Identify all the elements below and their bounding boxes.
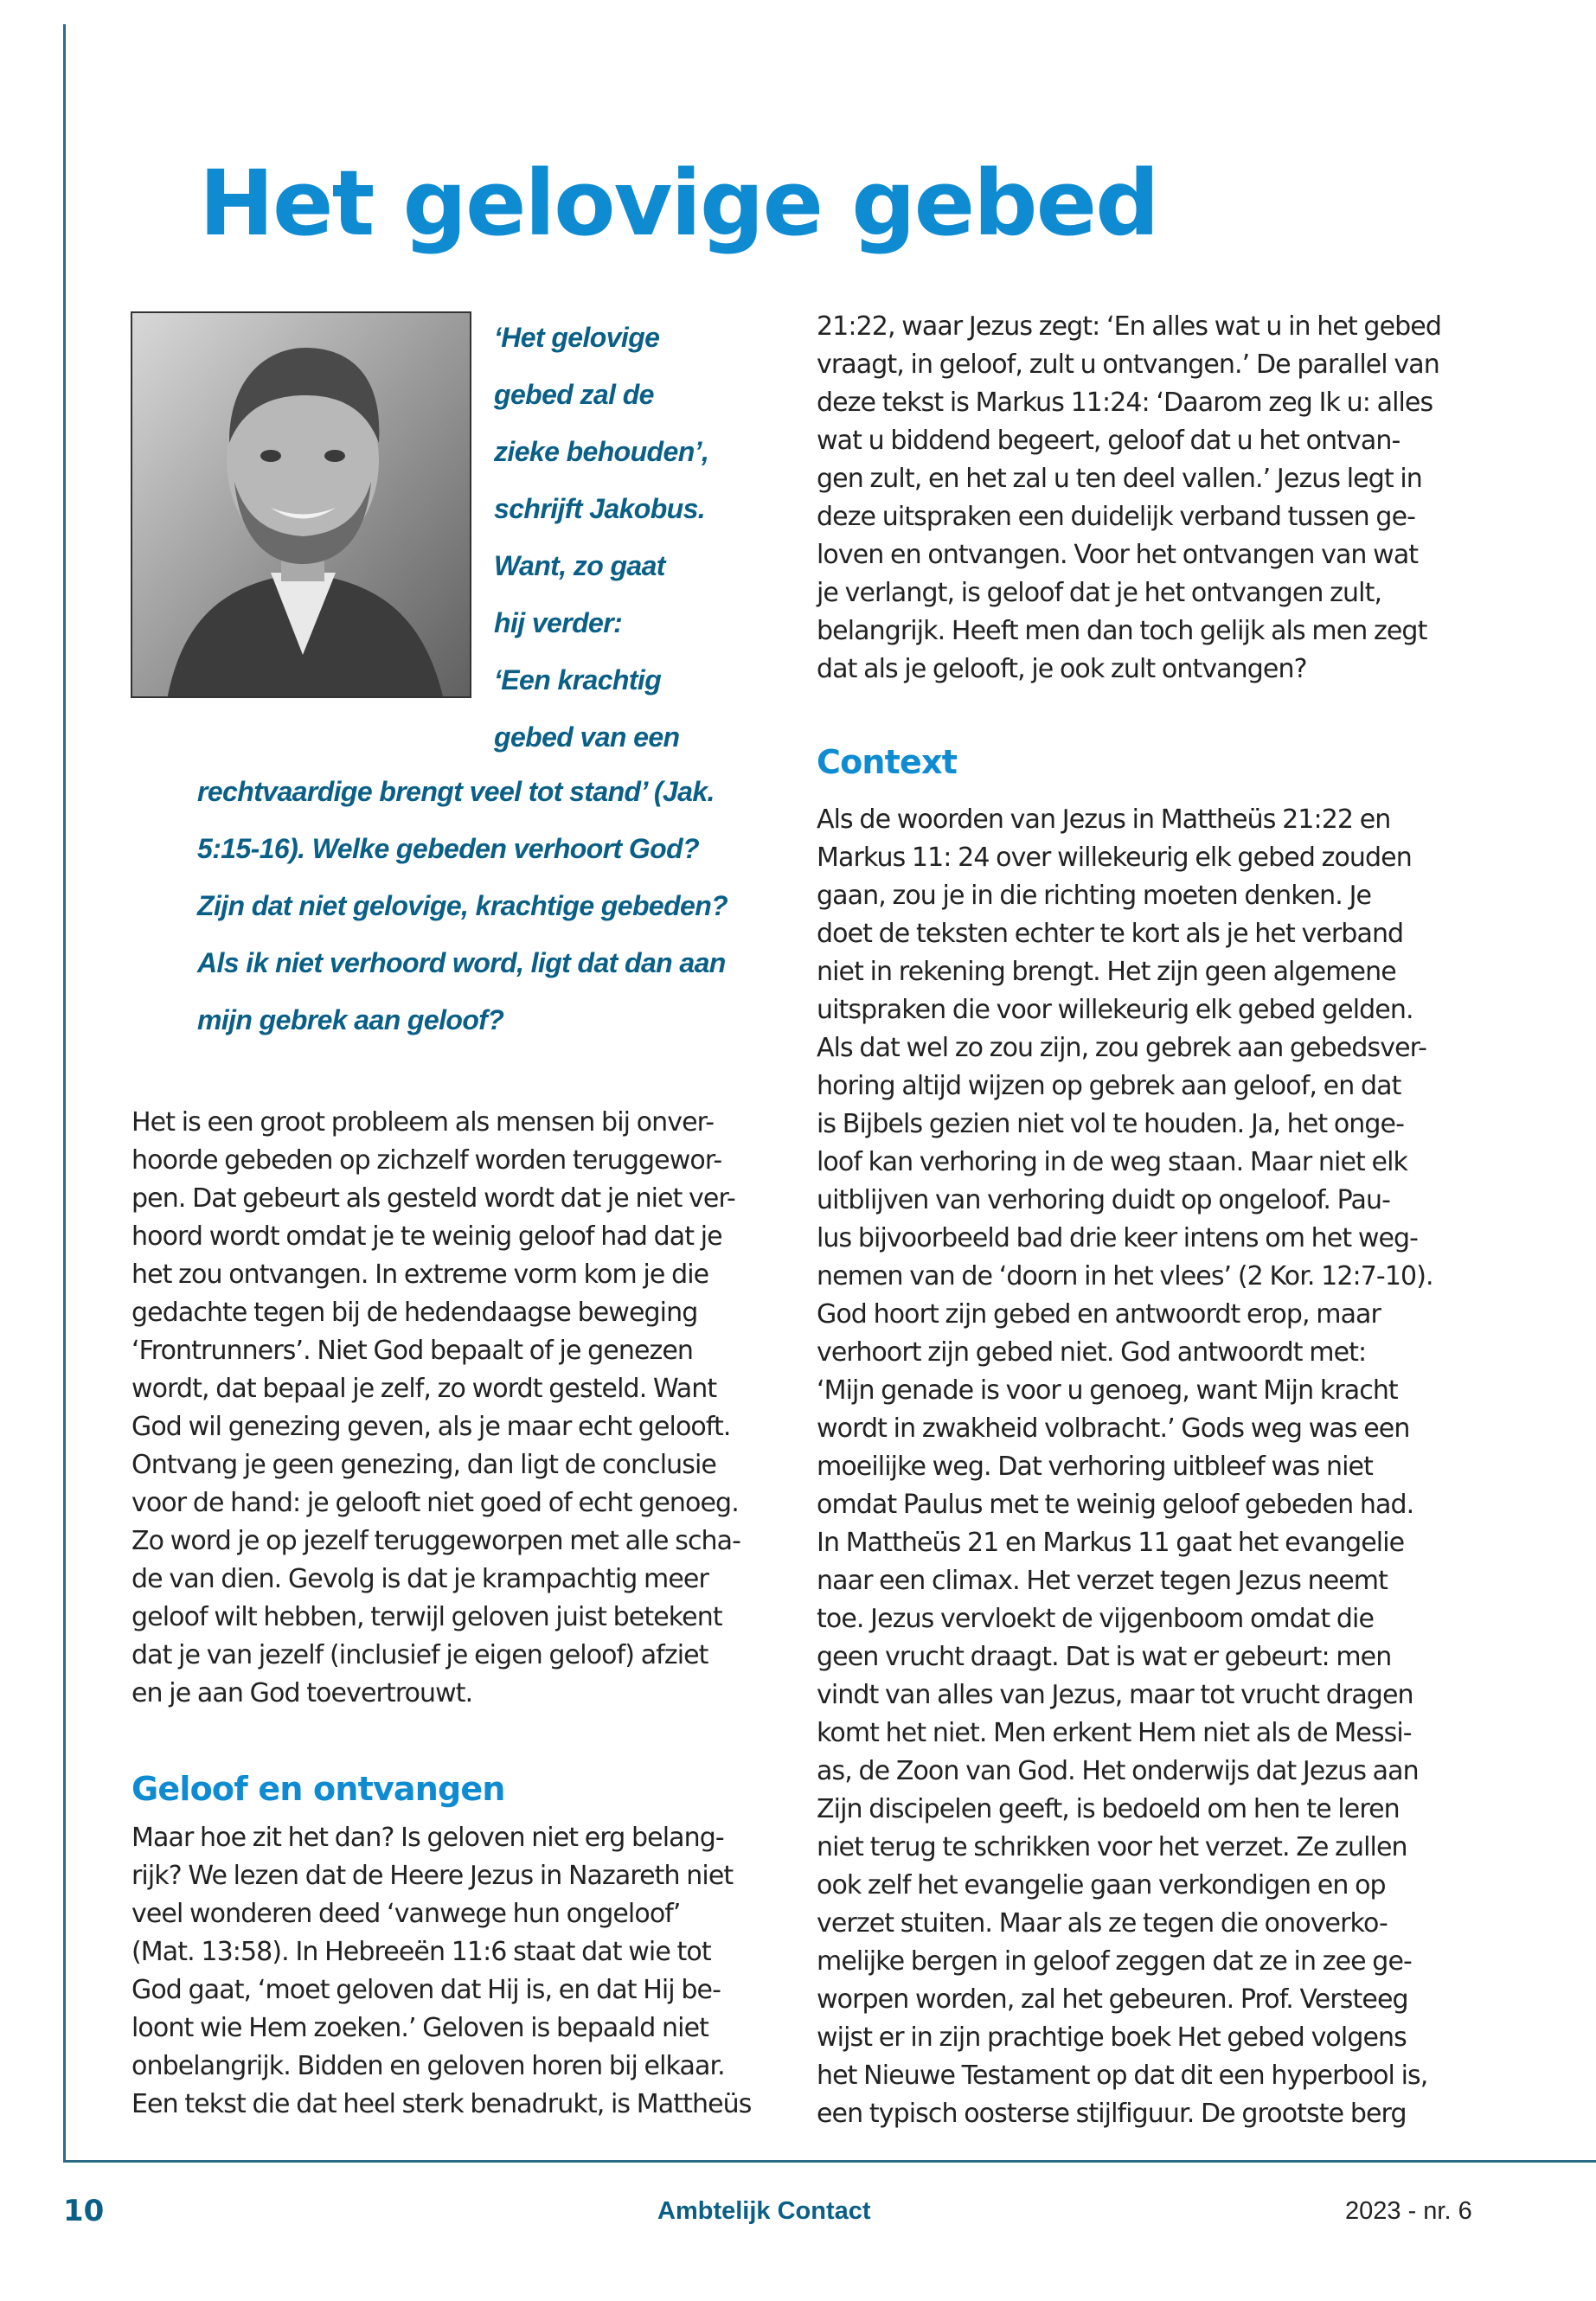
lead-line: mijn gebrek aan geloof?	[197, 1004, 504, 1035]
text-line: ‘Frontrunners’. Niet God bepaalt of je genezen	[131, 1336, 694, 1366]
text-line: Markus 11: 24 over willekeurig elk gebed zouden	[817, 843, 1412, 873]
text-line: loven en ontvangen. Voor het ontvangen van wat	[817, 540, 1419, 570]
text-line: God hoort zijn gebed en antwoordt erop, maar	[817, 1299, 1381, 1330]
text-line: niet terug te schrikken voor het verzet. Ze zullen	[817, 1832, 1407, 1862]
text-line: veel wonderen deed ‘vanwege hun ongeloof’	[131, 1899, 681, 1929]
text-line: belangrijk. Heeft men dan toch gelijk als men zegt	[817, 616, 1427, 646]
lead-line: zieke behouden’,	[494, 436, 709, 467]
text-line: ook zelf het evangelie gaan verkondigen en op	[817, 1870, 1386, 1900]
lead-line: Want, zo gaat	[494, 550, 665, 581]
intro-paragraph	[131, 1104, 782, 1713]
text-line: komt het niet. Men erkent Hem niet als de Messi-	[817, 1718, 1412, 1748]
text-line: gedachte tegen bij de hedendaagse beweging	[131, 1298, 698, 1328]
lead-line: ‘Het gelovige	[494, 322, 660, 353]
issue-label: 2023 - nr. 6	[1345, 2197, 1472, 2225]
text-line: toe. Jezus vervloekt de vijgenboom omdat die	[817, 1604, 1375, 1634]
text-line: uitblijven van verhoring duidt op ongeloof. Pau-	[817, 1185, 1391, 1215]
text-line: loont wie Hem zoeken.’ Geloven is bepaald niet	[131, 2013, 708, 2043]
text-line: geloof wilt hebben, terwijl geloven juist betekent	[131, 1602, 722, 1632]
text-line: Ontvang je geen genezing, dan ligt de conclusie	[131, 1450, 716, 1480]
lead-paragraph-top	[494, 309, 840, 766]
margin-rule-vertical	[63, 24, 66, 2163]
text-line: naar een climax. Het verzet tegen Jezus neemt	[817, 1566, 1388, 1596]
lead-line: hij verder:	[494, 607, 623, 638]
text-line: Het is een groot probleem als mensen bij onver-	[131, 1107, 715, 1138]
lead-line: Als ik niet verhoord word, ligt dat dan aan	[197, 947, 726, 978]
text-line: God wil genezing geven, als je maar echt gelooft.	[131, 1412, 731, 1442]
text-line: (Mat. 13:58). In Hebreeën 11:6 staat dat wie tot	[131, 1937, 711, 1967]
text-line: vraagt, in geloof, zult u ontvangen.’ De parallel van	[817, 349, 1439, 380]
lead-line: Zijn dat niet gelovige, krachtige gebeden?	[197, 890, 728, 921]
article-title: Het gelovige gebed	[199, 151, 1158, 256]
text-line: voor de hand: je gelooft niet goed of echt genoeg.	[131, 1488, 739, 1518]
text-line: melijke bergen in geloof zeggen dat ze in zee ge-	[817, 1946, 1412, 1977]
text-line: Zijn discipelen geeft, is bedoeld om hen te leren	[817, 1794, 1400, 1824]
page-number: 10	[63, 2194, 105, 2228]
section-heading-context: Context	[817, 743, 958, 781]
lead-paragraph-bottom	[197, 763, 751, 1048]
text-line: loof kan verhoring in de weg staan. Maar niet elk	[817, 1147, 1407, 1177]
text-line: wordt in zwakheid volbracht.’ Gods weg was een	[817, 1413, 1410, 1444]
text-line: geen vrucht draagt. Dat is wat er gebeurt: men	[817, 1642, 1392, 1672]
text-line: je verlangt, is geloof dat je het ontvangen zult,	[817, 578, 1382, 608]
portrait-illustration	[132, 313, 471, 698]
text-line: omdat Paulus met te weinig geloof gebeden had.	[817, 1490, 1414, 1520]
text-line: God gaat, ‘moet geloven dat Hij is, en dat Hij be-	[131, 1975, 721, 2005]
section-heading-geloof: Geloof en ontvangen	[131, 1770, 505, 1808]
text-line: 21:22, waar Jezus zegt: ‘En alles wat u in het gebed	[817, 311, 1441, 342]
text-line: Zo word je op jezelf teruggeworpen met alle scha-	[131, 1526, 741, 1556]
text-line: lus bijvoorbeeld bad drie keer intens om het weg-	[817, 1223, 1419, 1253]
geloof-paragraph	[131, 1819, 782, 2124]
text-line: dat je van jezelf (inclusief je eigen geloof) afziet	[131, 1640, 708, 1670]
text-line: deze tekst is Markus 11:24: ‘Daarom zeg Ik u: alles	[817, 388, 1433, 418]
text-line: rijk? We lezen dat de Heere Jezus in Nazareth niet	[131, 1861, 734, 1891]
lead-line: 5:15-16). Welke gebeden verhoort God?	[197, 833, 700, 864]
lead-line: gebed zal de	[494, 379, 654, 410]
text-line: wordt, dat bepaal je zelf, zo wordt gesteld. Want	[131, 1374, 717, 1404]
text-line: pen. Dat gebeurt als gesteld wordt dat je niet ver-	[131, 1183, 735, 1214]
text-line: Een tekst die dat heel sterk benadrukt, is Mattheüs	[131, 2089, 752, 2119]
text-line: verzet stuiten. Maar als ze tegen die onoverko-	[817, 1908, 1388, 1939]
text-line: nemen van de ‘doorn in het vlees’ (2 Kor. 12:7-10).	[817, 1261, 1433, 1292]
author-photo	[131, 311, 471, 698]
text-line: verhoort zijn gebed niet. God antwoordt met:	[817, 1337, 1367, 1368]
footer-rule	[63, 2160, 1596, 2163]
text-line: deze uitspraken een duidelijk verband tussen ge-	[817, 502, 1416, 532]
text-line: gen zult, en het zal u ten deel vallen.’ Jezus legt in	[817, 464, 1422, 494]
text-line: In Mattheüs 21 en Markus 11 gaat het evangelie	[817, 1528, 1405, 1558]
text-line: het zou ontvangen. In extreme vorm kom je die	[131, 1259, 709, 1290]
text-line: as, de Zoon van God. Het onderwijs dat Jezus aan	[817, 1756, 1419, 1786]
text-line: Als de woorden van Jezus in Mattheüs 21:22 en	[817, 804, 1391, 835]
text-line: niet in rekening brengt. Het zijn geen algemene	[817, 957, 1396, 987]
lead-line: ‘Een krachtig	[494, 664, 662, 695]
lead-line: schrijft Jakobus.	[494, 493, 706, 524]
text-line: hoord wordt omdat je te weinig geloof had dat je	[131, 1221, 722, 1252]
text-line: en je aan God toevertrouwt.	[131, 1678, 473, 1708]
text-line: het Nieuwe Testament op dat dit een hyperbool is,	[817, 2061, 1428, 2091]
lead-line: rechtvaardige brengt veel tot stand’ (Jak.	[197, 776, 715, 807]
magazine-name: Ambtelijk Contact	[657, 2197, 871, 2225]
text-line: wat u biddend begeert, geloof dat u het ontvan-	[817, 426, 1401, 456]
text-line: hoorde gebeden op zichzelf worden teruggewor-	[131, 1145, 722, 1176]
text-line: horing altijd wijzen op gebrek aan geloof, en dat	[817, 1071, 1401, 1101]
text-line: vindt van alles van Jezus, maar tot vrucht dragen	[817, 1680, 1413, 1710]
context-paragraph	[817, 801, 1465, 2133]
text-line: moeilijke weg. Dat verhoring uitbleef was niet	[817, 1452, 1373, 1482]
text-line: onbelangrijk. Bidden en geloven horen bij elkaar.	[131, 2051, 725, 2081]
text-line: uitspraken die voor willekeurig elk gebed gelden.	[817, 995, 1413, 1025]
text-line: is Bijbels gezien niet vol te houden. Ja, het onge-	[817, 1109, 1405, 1139]
text-line: dat als je gelooft, je ook zult ontvangen?	[817, 654, 1307, 684]
text-line: worpen worden, zal het gebeuren. Prof. Versteeg	[817, 1984, 1408, 2015]
text-line: wijst er in zijn prachtige boek Het gebed volgens	[817, 2022, 1407, 2053]
text-line: gaan, zou je in die richting moeten denken. Je	[817, 881, 1372, 911]
right-column-continuation	[817, 308, 1465, 689]
text-line: Maar hoe zit het dan? Is geloven niet erg belang-	[131, 1823, 724, 1853]
lead-line: gebed van een	[494, 721, 680, 753]
text-line: doet de teksten echter te kort als je het verband	[817, 919, 1404, 949]
text-line: ‘Mijn genade is voor u genoeg, want Mijn kracht	[817, 1375, 1398, 1406]
text-line: Als dat wel zo zou zijn, zou gebrek aan gebedsver-	[817, 1033, 1427, 1063]
text-line: een typisch oosterse stijlfiguur. De grootste berg	[817, 2099, 1407, 2129]
text-line: de van dien. Gevolg is dat je krampachtig meer	[131, 1564, 708, 1594]
